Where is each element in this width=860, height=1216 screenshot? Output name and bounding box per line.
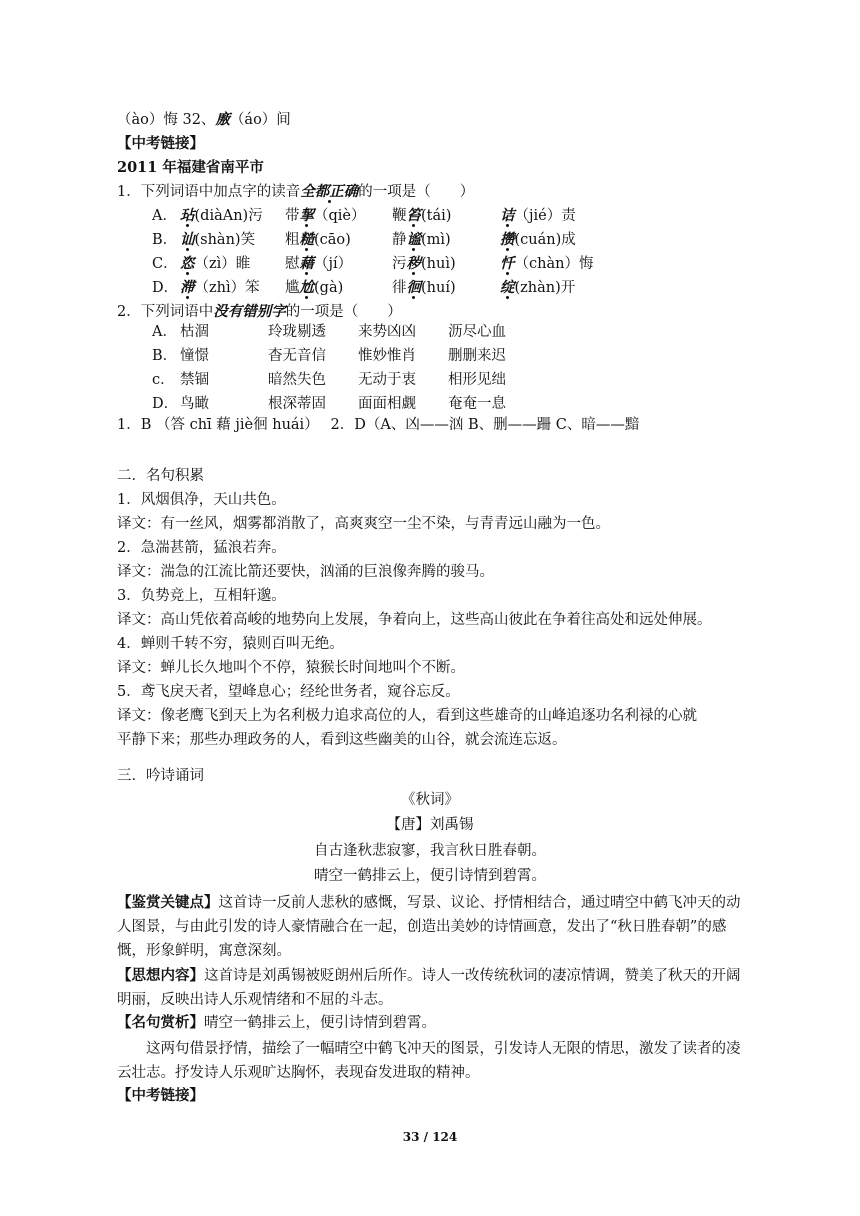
dotted-char: 诘	[500, 207, 515, 224]
label: 【思想内容】	[117, 967, 204, 984]
page-number: 33 / 124	[402, 1130, 458, 1144]
word-prefix: 带	[285, 208, 300, 224]
dotted-char: 玷	[180, 207, 195, 224]
reading: (diàAn)污	[194, 208, 263, 224]
option-word	[500, 206, 576, 226]
reading: (shàn)笑	[194, 232, 256, 248]
answers-line: 1．B （答 chī 藉 jiè徊 huái） 2．D（A、凶——汹 B、删——跚 C、暗——黯	[117, 417, 640, 433]
word-prefix: 鞭	[392, 208, 407, 224]
text-span: 2．下列词语中	[117, 304, 214, 320]
section3-title: 三．吟诗诵词	[117, 768, 204, 784]
reading: （jié）责	[514, 208, 576, 224]
q2-option-row	[152, 370, 506, 390]
text-span: 的一项是（ ）	[285, 304, 402, 320]
option-label: D．	[152, 280, 179, 296]
reading: （zì）睢	[194, 256, 251, 272]
option-word: 删删来迟	[448, 348, 506, 364]
quote-line: 4．蝉则千转不穷，猿则百叫无绝。	[117, 636, 344, 652]
quote-line: 3．负势竞上，互相轩邈。	[117, 588, 286, 604]
translation-line: 译文：高山凭依着高峻的地势向上发展，争着向上，这些高山彼此在争着往高处和远处伸展。	[117, 612, 712, 628]
option-word	[285, 254, 352, 274]
q1-option-row	[152, 254, 594, 274]
option-word	[285, 278, 343, 298]
option-word	[500, 278, 575, 298]
text-span: 这首诗是刘禹锡被贬朗州后所作。诗人一改传统秋词的凄凉情调，赞美了秋天的开阔明丽，反映出诗人乐观情绪和不屈的斗志。	[117, 968, 741, 1008]
option-word	[392, 254, 456, 274]
option-word	[500, 254, 593, 274]
q1-stem	[117, 182, 474, 202]
text-span: （ào）悔 32、	[117, 112, 216, 128]
reading: (cuán)成	[514, 232, 576, 248]
option-word	[180, 206, 263, 226]
option-word: 根深蒂固	[268, 396, 326, 412]
dotted-char: 讪	[180, 231, 195, 248]
q1-option-row	[152, 230, 576, 250]
option-word	[285, 206, 366, 226]
famous-line	[117, 1013, 436, 1033]
quote-line: 2．急湍甚箭，猛浪若奔。	[117, 540, 286, 556]
word-prefix: 尴	[285, 280, 300, 296]
q2-option-row	[152, 394, 506, 414]
word-prefix: 静	[392, 232, 407, 248]
option-word: 无动于衷	[358, 372, 416, 388]
option-word: 杳无音信	[268, 348, 326, 364]
option-word	[180, 278, 260, 298]
option-word: 暗然失色	[268, 372, 326, 388]
option-word: 沥尽心血	[448, 324, 506, 340]
translation-line: 平静下来；那些办理政务的人，看到这些幽美的山谷，就会流连忘返。	[117, 732, 567, 748]
region-heading: 2011 年福建省南平市	[117, 159, 264, 176]
idea-paragraph	[117, 964, 742, 1012]
dotted-char: 忏	[500, 255, 515, 272]
option-word: 面面相觑	[358, 396, 416, 412]
option-label: B．	[152, 348, 178, 364]
q2-stem	[117, 302, 402, 322]
reading: (huí)	[421, 280, 456, 296]
dotted-char: 糙	[299, 231, 314, 248]
q1-option-row	[152, 278, 576, 298]
q1-option-row	[152, 206, 576, 226]
quote-line: 1．风烟俱净，天山共色。	[117, 492, 286, 508]
analysis-paragraph: 这两句借景抒情，描绘了一幅晴空中鹤飞冲天的图景，引发诗人无限的情思，激发了读者的凌云壮志。抒发诗人乐观旷达胸怀，表现奋发进取的精神。	[117, 1041, 741, 1081]
translation-line: 译文：像老鹰飞到天上为名利极力追求高位的人，看到这些雄奇的山峰追逐功名利禄的心就	[117, 708, 697, 724]
option-word: 憧憬	[180, 348, 209, 364]
poem-line-1: 自古逢秋悲寂寥，我言秋日胜春朝。	[314, 843, 546, 859]
option-word	[180, 254, 250, 274]
word-prefix: 徘	[392, 280, 407, 296]
poem-title: 《秋词》	[401, 792, 459, 808]
option-word: 禁锢	[180, 372, 209, 388]
option-label: A．	[152, 208, 177, 224]
word-prefix: 粗	[285, 232, 300, 248]
option-word: 玲珑剔透	[268, 324, 326, 340]
reading: (huì)	[421, 256, 456, 272]
emphasis-text: 全都正确	[300, 183, 359, 200]
label: 【名句赏析】	[117, 1014, 204, 1031]
text-span: 晴空一鹤排云上，便引诗情到碧霄。	[204, 1015, 436, 1031]
text-span: 1．下列词语中加点字的读音	[117, 184, 301, 200]
dotted-char: 挈	[299, 207, 314, 224]
option-word	[392, 206, 451, 226]
dotted-char: 谧	[406, 231, 421, 248]
option-word: 鸟瞰	[180, 396, 209, 412]
translation-line: 译文：湍急的江流比箭还要快，汹涌的巨浪像奔腾的骏马。	[117, 564, 494, 580]
option-label: A．	[152, 324, 177, 340]
option-word	[285, 230, 351, 250]
option-label: D．	[152, 396, 179, 412]
q2-option-row	[152, 322, 506, 342]
reading: (cāo)	[314, 232, 351, 248]
option-word	[500, 230, 576, 250]
appreciation-paragraph	[117, 891, 742, 963]
option-word: 惟妙惟肖	[358, 348, 416, 364]
reading: （zhì）笨	[194, 280, 260, 296]
option-label: C．	[152, 256, 178, 272]
zk-link-heading: 【中考链接】	[117, 135, 204, 152]
text-span: 的一项是（ ）	[358, 184, 475, 200]
option-word: 来势凶凶	[358, 324, 416, 340]
option-label: c．	[152, 372, 175, 388]
emphasis-text: 没有错别字	[213, 303, 286, 320]
word-prefix: 污	[392, 256, 407, 272]
top-fragment	[117, 110, 291, 130]
option-word	[392, 230, 451, 250]
option-word	[180, 230, 255, 250]
reading: (tái)	[421, 208, 452, 224]
translation-line: 译文：蝉儿长久地叫个不停，猿猴长时间地叫个不断。	[117, 660, 465, 676]
quote-line: 5．鸢飞戾天者，望峰息心；经纶世务者，窥谷忘反。	[117, 684, 460, 700]
option-word: 枯涸	[180, 324, 209, 340]
reading: (gà)	[314, 280, 344, 296]
dotted-char: 笞	[406, 207, 421, 224]
zk-link-heading-2: 【中考链接】	[117, 1087, 204, 1104]
reading: （chàn）悔	[514, 256, 594, 272]
reading: （qiè）	[314, 208, 366, 224]
reading: （jí）	[314, 256, 353, 272]
dotted-char: 恣	[180, 255, 195, 272]
q2-option-row	[152, 346, 506, 366]
dotted-char: 徊	[406, 279, 421, 296]
reading: (zhàn)开	[514, 280, 576, 296]
reading: (mì)	[421, 232, 451, 248]
dotted-char: 尬	[299, 279, 314, 296]
dotted-char: 攒	[500, 231, 515, 248]
option-word: 奄奄一息	[448, 396, 506, 412]
text-span: （áo）间	[229, 112, 291, 128]
dotted-char: 滞	[180, 279, 195, 296]
text-span: 这首诗一反前人悲秋的感慨，写景、议论、抒情相结合，通过晴空中鹤飞冲天的动人图景，与由此引发的诗人豪情融合在一起，创造出美妙的诗情画意，发出了“秋日胜春朝”的感慨，形象鲜明，寓意深刻。	[117, 895, 741, 959]
dotted-char: 藉	[299, 255, 314, 272]
section2-title: 二．名句积累	[117, 468, 204, 484]
option-word	[392, 278, 456, 298]
poem-author: 【唐】刘禹锡	[386, 817, 474, 833]
poem-line-2: 晴空一鹤排云上，便引诗情到碧霄。	[314, 868, 546, 884]
dotted-char: 绽	[500, 279, 515, 296]
option-label: B．	[152, 232, 178, 248]
translation-line: 译文：有一丝风，烟雾都消散了，高爽爽空一尘不染，与青青远山融为一色。	[117, 516, 610, 532]
emphasis-char: 廒	[215, 111, 230, 128]
option-word: 相形见绌	[448, 372, 506, 388]
label: 【鉴赏关键点】	[117, 894, 219, 911]
dotted-char: 秽	[406, 255, 421, 272]
word-prefix: 慰	[285, 256, 300, 272]
